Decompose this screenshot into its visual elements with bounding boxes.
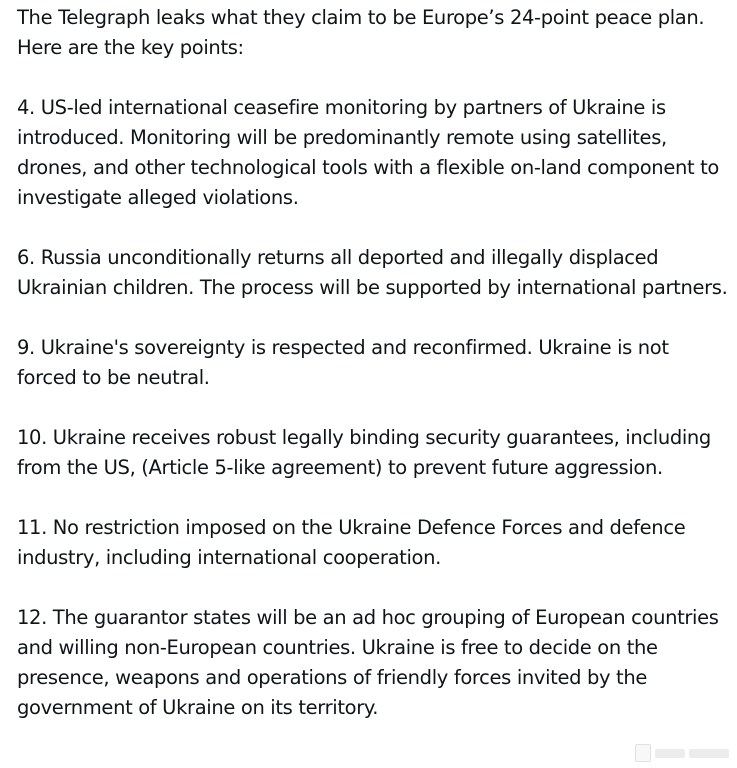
watermark-logo-icon (635, 744, 651, 762)
point-9: 9. Ukraine's sovereignty is respected and reconfirmed. Ukraine is not forced to be neutral. (17, 336, 669, 389)
watermark (635, 744, 729, 762)
post-intro: The Telegraph leaks what they claim to be Europe’s 24-point peace plan. Here are the key points: (17, 6, 705, 59)
point-6: 6. Russia unconditionally returns all deported and illegally displaced Ukrainian children. The process will be supported by international partners. (17, 246, 728, 299)
point-11: 11. No restriction imposed on the Ukraine Defence Forces and defence industry, including international cooperation. (17, 516, 686, 569)
watermark-bar (655, 749, 685, 758)
post-text (17, 3, 729, 723)
point-10: 10. Ukraine receives robust legally binding security guarantees, including from the US, (Article 5-like agreement) to prevent future aggression. (17, 426, 711, 479)
point-4: 4. US-led international ceasefire monitoring by partners of Ukraine is introduced. Monitoring will be predominantly remote using satellites, drones, and other technological tools with a flexible on-land component to investigate alleged violations. (17, 96, 719, 209)
watermark-bar (689, 749, 729, 758)
point-12: 12. The guarantor states will be an ad hoc grouping of European countries and willing non-European countries. Ukraine is free to decide on the presence, weapons and operations of friendly forces invited by the government of Ukraine on its territory. (17, 606, 719, 719)
